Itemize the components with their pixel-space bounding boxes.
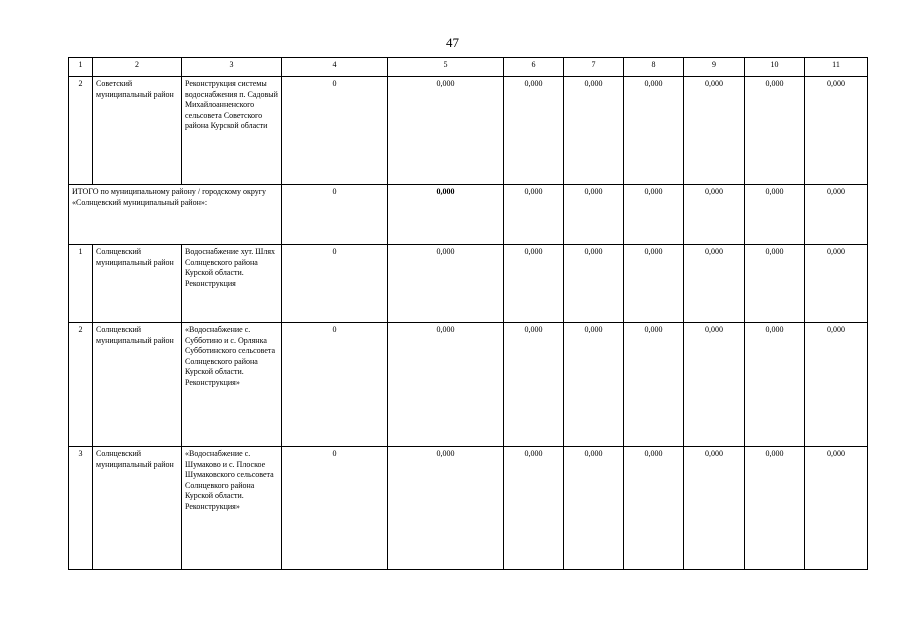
table-row — [69, 323, 868, 447]
object-cell: «Водоснабжение с. Шумаково и с. Плоское Шумаковского сельсовета Солнцевкого района Курской области. Реконструкция» — [182, 447, 282, 570]
value-cell: 0,000 — [684, 77, 745, 185]
value-cell: 0,000 — [745, 447, 805, 570]
column-header: 7 — [564, 58, 624, 77]
column-header: 9 — [684, 58, 745, 77]
value-cell: 0,000 — [624, 245, 684, 323]
value-cell: 0,000 — [504, 447, 564, 570]
value-cell: 0,000 — [564, 245, 624, 323]
value-cell: 0,000 — [388, 447, 504, 570]
column-header: 10 — [745, 58, 805, 77]
value-cell: 0,000 — [564, 185, 624, 245]
value-cell: 0,000 — [504, 185, 564, 245]
value-cell: 0,000 — [564, 447, 624, 570]
value-cell: 0,000 — [388, 323, 504, 447]
value-cell: 0,000 — [805, 185, 868, 245]
value-cell: 0,000 — [745, 185, 805, 245]
value-cell: 0,000 — [684, 323, 745, 447]
value-cell: 0,000 — [745, 245, 805, 323]
value-cell: 0,000 — [504, 323, 564, 447]
value-cell: 0 — [282, 447, 388, 570]
value-cell: 0 — [282, 185, 388, 245]
column-header: 6 — [504, 58, 564, 77]
page-number: 47 — [446, 35, 459, 50]
row-number: 1 — [69, 245, 93, 323]
column-header: 5 — [388, 58, 504, 77]
total-row — [69, 185, 868, 245]
value-cell: 0,000 — [624, 185, 684, 245]
value-cell: 0 — [282, 323, 388, 447]
row-number: 2 — [69, 77, 93, 185]
row-number: 3 — [69, 447, 93, 570]
district-cell: Солнцевский муниципальный район — [93, 323, 182, 447]
object-cell: Водоснабжение хут. Шлях Солнцевского района Курской области. Реконструкция — [182, 245, 282, 323]
object-cell: «Водоснабжение с. Субботино и с. Орлянка Субботинского сельсовета Солнцевского района Курской области. Реконструкция» — [182, 323, 282, 447]
value-cell: 0,000 — [388, 77, 504, 185]
column-header-row — [69, 58, 868, 77]
value-cell: 0,000 — [504, 77, 564, 185]
district-cell: Советский муниципальный район — [93, 77, 182, 185]
table-row — [69, 245, 868, 323]
object-cell: Реконструкция системы водоснабжения п. Садовый Михайлоанненского сельсовета Советского района Курской области — [182, 77, 282, 185]
total-label: ИТОГО по муниципальному району / городскому округу «Солнцевский муниципальный район»: — [69, 185, 282, 245]
value-cell: 0,000 — [684, 185, 745, 245]
column-header: 1 — [69, 58, 93, 77]
value-cell: 0,000 — [564, 323, 624, 447]
value-cell: 0,000 — [805, 245, 868, 323]
row-number: 2 — [69, 323, 93, 447]
column-header: 2 — [93, 58, 182, 77]
value-cell: 0,000 — [624, 323, 684, 447]
table-row — [69, 77, 868, 185]
column-header: 4 — [282, 58, 388, 77]
column-header: 11 — [805, 58, 868, 77]
value-cell: 0,000 — [624, 77, 684, 185]
value-cell: 0 — [282, 245, 388, 323]
value-cell: 0,000 — [805, 447, 868, 570]
district-cell: Солнцевский муниципальный район — [93, 245, 182, 323]
table-row — [69, 447, 868, 570]
value-cell: 0,000 — [745, 77, 805, 185]
value-cell: 0,000 — [805, 77, 868, 185]
value-cell: 0 — [282, 77, 388, 185]
data-table — [68, 57, 868, 570]
column-header: 3 — [182, 58, 282, 77]
value-cell: 0,000 — [624, 447, 684, 570]
value-cell: 0,000 — [684, 447, 745, 570]
value-cell: 0,000 — [745, 323, 805, 447]
value-cell: 0,000 — [564, 77, 624, 185]
column-header: 8 — [624, 58, 684, 77]
value-cell: 0,000 — [504, 245, 564, 323]
value-cell: 0,000 — [388, 185, 504, 245]
value-cell: 0,000 — [684, 245, 745, 323]
value-cell: 0,000 — [388, 245, 504, 323]
district-cell: Солнцевский муниципальный район — [93, 447, 182, 570]
value-cell: 0,000 — [805, 323, 868, 447]
